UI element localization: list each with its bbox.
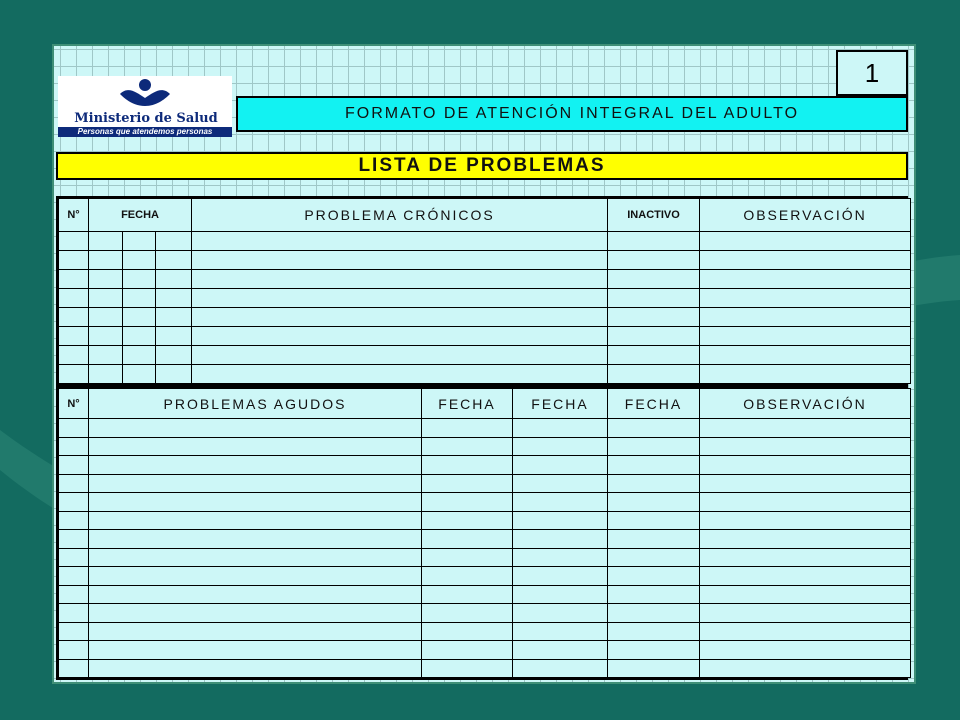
acute-table-cell[interactable] [59,456,89,475]
chronic-table-cell[interactable] [700,270,911,289]
acute-header-date-3: FECHA [608,389,700,419]
chronic-table-cell[interactable] [192,251,608,270]
acute-table-cell[interactable] [422,437,513,456]
acute-table-row [59,456,911,475]
chronic-table-cell[interactable] [192,346,608,365]
acute-table-cell[interactable] [59,659,89,678]
acute-table-cell[interactable] [608,567,700,586]
acute-table-cell[interactable] [700,511,911,530]
chronic-table-cell[interactable] [608,232,700,251]
chronic-header-inactive: INACTIVO [608,199,700,232]
chronic-table-cell[interactable] [59,346,89,365]
acute-table-cell[interactable] [89,419,422,438]
chronic-header-problem: PROBLEMA CRÓNICOS [192,199,608,232]
chronic-table-cell[interactable] [608,251,700,270]
acute-table-cell[interactable] [608,437,700,456]
acute-table-cell[interactable] [513,530,608,549]
acute-table-cell[interactable] [700,530,911,549]
chronic-table-cell[interactable] [156,232,192,251]
chronic-header-number: N° [59,199,89,232]
acute-table-cell[interactable] [700,622,911,641]
chronic-problems-table [56,196,908,386]
chronic-table-cell[interactable] [59,251,89,270]
acute-table-cell[interactable] [513,622,608,641]
chronic-table-row [59,365,911,384]
acute-table-cell[interactable] [513,456,608,475]
acute-header-date-1: FECHA [422,389,513,419]
acute-table-cell[interactable] [700,604,911,623]
chronic-table-cell[interactable] [192,365,608,384]
chronic-table-cell[interactable] [608,365,700,384]
acute-table-cell[interactable] [422,474,513,493]
acute-table-cell[interactable] [422,511,513,530]
chronic-table-cell[interactable] [123,365,156,384]
list-title: LISTA DE PROBLEMAS [56,152,908,180]
acute-table-cell[interactable] [608,511,700,530]
acute-table-cell[interactable] [700,493,911,512]
acute-table-row [59,585,911,604]
chronic-table-cell[interactable] [608,327,700,346]
acute-table-cell[interactable] [422,548,513,567]
acute-table-cell[interactable] [59,641,89,660]
chronic-table-cell[interactable] [59,232,89,251]
acute-header-problem: PROBLEMAS AGUDOS [89,389,422,419]
acute-table-cell[interactable] [422,585,513,604]
acute-table-cell[interactable] [608,493,700,512]
acute-table-cell[interactable] [513,567,608,586]
acute-table-cell[interactable] [89,622,422,641]
acute-table-row [59,641,911,660]
acute-table-cell[interactable] [422,641,513,660]
acute-table-cell[interactable] [89,659,422,678]
acute-table-cell[interactable] [700,419,911,438]
acute-table-cell[interactable] [608,419,700,438]
acute-table-row [59,622,911,641]
chronic-table-row [59,346,911,365]
acute-table-cell[interactable] [608,530,700,549]
chronic-table-cell[interactable] [89,232,123,251]
acute-table-cell[interactable] [608,548,700,567]
chronic-table-cell[interactable] [123,308,156,327]
chronic-table-cell[interactable] [192,308,608,327]
acute-table-cell[interactable] [59,493,89,512]
acute-table-cell[interactable] [513,548,608,567]
chronic-table-cell[interactable] [700,251,911,270]
acute-problems-table [56,386,908,680]
acute-table-cell[interactable] [59,419,89,438]
acute-table-cell[interactable] [59,548,89,567]
acute-table-cell[interactable] [59,437,89,456]
chronic-table-row [59,327,911,346]
acute-table-cell[interactable] [89,511,422,530]
chronic-table-cell[interactable] [89,289,123,308]
acute-table-cell[interactable] [89,641,422,660]
acute-table-row [59,604,911,623]
acute-table-cell[interactable] [513,419,608,438]
acute-table-cell[interactable] [513,474,608,493]
acute-table-cell[interactable] [422,493,513,512]
acute-table-cell[interactable] [513,604,608,623]
chronic-table-cell[interactable] [123,346,156,365]
acute-table-cell[interactable] [89,585,422,604]
chronic-table-cell[interactable] [192,270,608,289]
acute-table-cell[interactable] [422,659,513,678]
chronic-table-row [59,289,911,308]
acute-table-cell[interactable] [608,659,700,678]
acute-table-cell[interactable] [700,474,911,493]
acute-table-cell[interactable] [422,604,513,623]
acute-table-cell[interactable] [89,604,422,623]
acute-header-observation: OBSERVACIÓN [700,389,911,419]
acute-table-cell[interactable] [89,437,422,456]
acute-table-row [59,511,911,530]
acute-table-cell[interactable] [513,437,608,456]
acute-table-cell[interactable] [422,419,513,438]
acute-table-cell[interactable] [59,585,89,604]
acute-table-cell[interactable] [89,567,422,586]
acute-table-row [59,530,911,549]
acute-table-cell[interactable] [608,641,700,660]
chronic-table-cell[interactable] [156,270,192,289]
acute-table-cell[interactable] [608,474,700,493]
chronic-table-cell[interactable] [192,327,608,346]
chronic-header-date: FECHA [89,199,192,232]
chronic-table-cell[interactable] [700,327,911,346]
chronic-table-cell[interactable] [89,327,123,346]
acute-table-row [59,548,911,567]
chronic-table-cell[interactable] [123,270,156,289]
acute-table-cell[interactable] [700,437,911,456]
acute-table-cell[interactable] [700,641,911,660]
chronic-header-observation: OBSERVACIÓN [700,199,911,232]
chronic-table-cell[interactable] [59,365,89,384]
chronic-table-cell[interactable] [89,308,123,327]
acute-table-cell[interactable] [422,622,513,641]
logo-org-name: Ministerio de Salud [74,111,218,126]
form-sheet [52,44,916,684]
person-logo-icon [58,76,232,110]
acute-table-cell[interactable] [59,622,89,641]
chronic-table-cell[interactable] [59,270,89,289]
chronic-table-cell[interactable] [608,346,700,365]
chronic-table-cell[interactable] [156,251,192,270]
acute-table-row [59,493,911,512]
acute-table-cell[interactable] [89,493,422,512]
chronic-table-cell[interactable] [700,365,911,384]
chronic-table-cell[interactable] [700,232,911,251]
chronic-table-row [59,270,911,289]
chronic-table-row [59,232,911,251]
acute-table-cell[interactable] [608,604,700,623]
acute-table-cell[interactable] [513,511,608,530]
acute-table-row [59,437,911,456]
acute-table-cell[interactable] [59,530,89,549]
chronic-table-cell[interactable] [123,251,156,270]
chronic-table-cell[interactable] [59,289,89,308]
acute-table-cell[interactable] [89,548,422,567]
acute-table-cell[interactable] [608,585,700,604]
chronic-table-cell[interactable] [156,308,192,327]
acute-table-row [59,474,911,493]
acute-table-cell[interactable] [700,659,911,678]
chronic-table-cell[interactable] [89,270,123,289]
acute-table-row [59,419,911,438]
acute-table-cell[interactable] [608,622,700,641]
acute-table-cell[interactable] [89,474,422,493]
acute-table-cell[interactable] [700,456,911,475]
chronic-table-cell[interactable] [700,308,911,327]
chronic-table-cell[interactable] [192,232,608,251]
form-title: FORMATO DE ATENCIÓN INTEGRAL DEL ADULTO [236,96,908,132]
acute-table-cell[interactable] [59,511,89,530]
chronic-table-cell[interactable] [608,270,700,289]
chronic-table-cell[interactable] [700,346,911,365]
acute-table-row [59,659,911,678]
acute-table-cell[interactable] [513,659,608,678]
chronic-table-cell[interactable] [156,327,192,346]
acute-table-cell[interactable] [422,456,513,475]
chronic-table-row [59,251,911,270]
chronic-table-cell[interactable] [59,327,89,346]
chronic-table-cell[interactable] [156,289,192,308]
acute-table-cell[interactable] [422,567,513,586]
acute-table-cell[interactable] [700,548,911,567]
acute-table-cell[interactable] [513,585,608,604]
chronic-table-row [59,308,911,327]
acute-table-cell[interactable] [422,530,513,549]
acute-header-number: N° [59,389,89,419]
chronic-table-cell[interactable] [192,289,608,308]
chronic-table-cell[interactable] [608,289,700,308]
acute-table-cell[interactable] [59,567,89,586]
chronic-table-cell[interactable] [89,346,123,365]
chronic-table-cell[interactable] [123,232,156,251]
acute-table-cell[interactable] [608,456,700,475]
chronic-table-cell[interactable] [608,308,700,327]
acute-table-cell[interactable] [513,641,608,660]
acute-table-cell[interactable] [89,530,422,549]
logo-tagline: Personas que atendemos personas [58,127,232,137]
acute-header-date-2: FECHA [513,389,608,419]
acute-table-cell[interactable] [700,585,911,604]
chronic-table-cell[interactable] [89,365,123,384]
acute-table-cell[interactable] [59,474,89,493]
chronic-table-cell[interactable] [123,327,156,346]
chronic-table-cell[interactable] [59,308,89,327]
chronic-table-cell[interactable] [156,346,192,365]
chronic-table-cell[interactable] [700,289,911,308]
acute-table-cell[interactable] [700,567,911,586]
acute-table-cell[interactable] [89,456,422,475]
chronic-table-cell[interactable] [123,289,156,308]
acute-table-cell[interactable] [513,493,608,512]
acute-table-cell[interactable] [59,604,89,623]
chronic-table-cell[interactable] [156,365,192,384]
chronic-table-cell[interactable] [89,251,123,270]
page-number: 1 [836,50,908,96]
ministry-logo [58,76,232,136]
acute-table-row [59,567,911,586]
